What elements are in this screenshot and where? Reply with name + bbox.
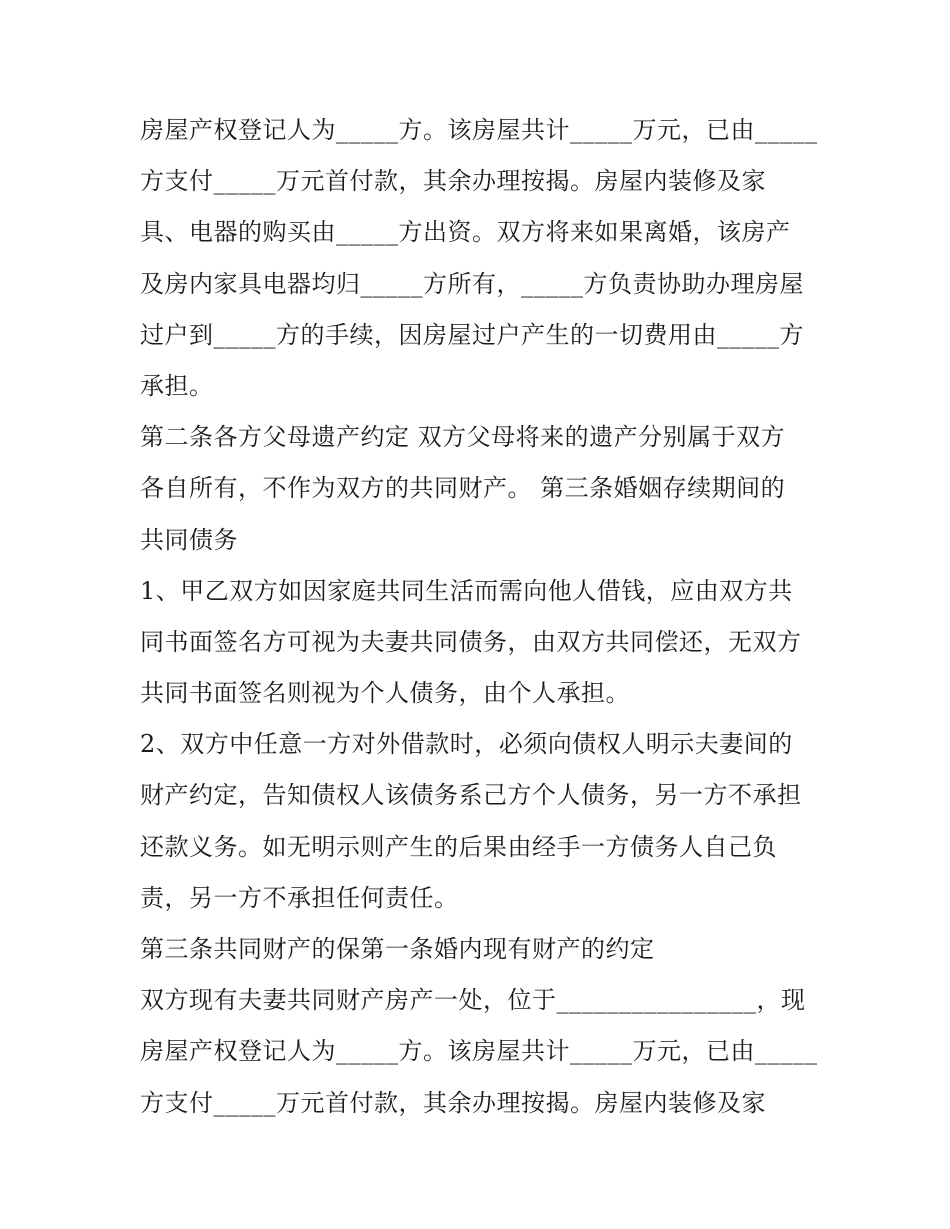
list-item-1: 1、甲乙双方如因家庭共同生活而需向他人借钱，应由双方共 <box>140 576 793 605</box>
text-line-8: 各自所有，不作为双方的共同财产。 第三条婚姻存续期间的 <box>140 474 786 503</box>
text-line-1: 房屋产权登记人为_____方。该房屋共计_____万元，已由_____ <box>140 116 818 144</box>
document-body <box>140 105 820 1129</box>
text-line-6: 承担。 <box>140 371 214 400</box>
section-heading-shared-property: 第三条共同财产的保第一条婚内现有财产的约定 <box>140 935 655 963</box>
text-line-5: 过户到_____方的手续，因房屋过户产生的一切费用由_____方 <box>140 320 804 349</box>
text-line-19: 房屋产权登记人为_____方。该房屋共计_____万元，已由_____ <box>140 1037 818 1066</box>
section-heading-parents-inheritance: 第二条各方父母遗产约定 双方父母将来的遗产分别属于双方 <box>140 423 786 452</box>
text-line-18: 双方现有夫妻共同财产房产一处，位于________________，现 <box>140 986 806 1015</box>
text-line-2: 方支付_____万元首付款，其余办理按揭。房屋内装修及家 <box>140 167 766 196</box>
list-item-2: 2、双方中任意一方对外借款时，必须向债权人明示夫妻间的 <box>140 730 793 759</box>
text-line-9: 共同债务 <box>140 525 238 554</box>
text-line-3: 具、电器的购买由_____方出资。双方将来如果离婚，该房产 <box>140 218 791 247</box>
text-line-16: 责，另一方不承担任何责任。 <box>140 883 459 912</box>
text-line-4: 及房内家具电器均归_____方所有，_____方负责协助办理房屋 <box>140 269 804 298</box>
text-line-12: 共同书面签名则视为个人债务，由个人承担。 <box>140 679 630 708</box>
text-line-14: 财产约定，告知债权人该债务系己方个人债务，另一方不承担 <box>140 781 802 810</box>
text-line-20: 方支付_____万元首付款，其余办理按揭。房屋内装修及家 <box>140 1088 766 1117</box>
text-line-15: 还款义务。如无明示则产生的后果由经手一方债务人自己负 <box>140 832 777 861</box>
text-line-11: 同书面签名方可视为夫妻共同债务，由双方共同偿还，无双方 <box>140 627 802 656</box>
